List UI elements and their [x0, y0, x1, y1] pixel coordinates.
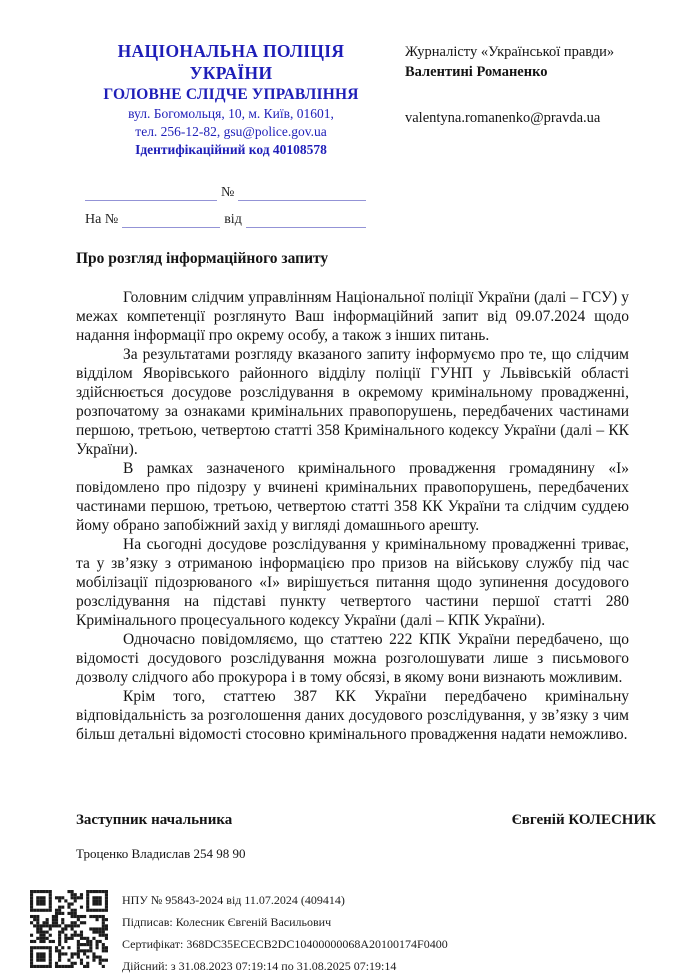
- ref-number-label: №: [221, 185, 235, 200]
- stamp-validity: Дійсний: з 31.08.2023 07:19:14 по 31.08.2025 07:19:14: [122, 959, 397, 973]
- reference-block: [85, 174, 395, 228]
- qr-code-icon: [30, 890, 108, 968]
- reference-row-incoming: [85, 201, 395, 228]
- org-name-line1: НАЦІОНАЛЬНА ПОЛІЦІЯ: [117, 41, 345, 61]
- stamp-registration: НПУ № 95843-2024 від 11.07.2024 (409414): [122, 893, 345, 907]
- subject-line: Про розгляд інформаційного запиту: [76, 250, 329, 267]
- body-paragraph: Крім того, статтею 387 КК України передбачено кримінальну відповідальність за розголошення даних досудового розслідування, у зв’язку з чим більш детальні відомості стосовно кримінального провадження надати неможливо.: [76, 688, 629, 743]
- recipient-role: Журналісту «Української правди»: [405, 44, 615, 60]
- org-name-line2: УКРАЇНИ: [189, 63, 273, 83]
- department-name: ГОЛОВНЕ СЛІДЧЕ УПРАВЛІННЯ: [103, 86, 359, 103]
- ref-vid-label: від: [224, 212, 242, 227]
- ref-na-label: На №: [85, 212, 119, 227]
- ref-blank-incoming-number: [122, 212, 220, 228]
- stamp-text: [122, 890, 448, 975]
- org-address: вул. Богомольця, 10, м. Київ, 01601,: [128, 106, 334, 121]
- body-paragraph: Одночасно повідомляємо, що статтею 222 КПК України передбачено, що відомості досудового розслідування можна розголошувати лише з письмового дозволу слідчого або прокурора і в тому обсязі, в якому вони визнають можливим.: [76, 631, 629, 686]
- reference-row-outgoing: [85, 174, 395, 201]
- stamp-certificate: Сертифікат: 368DC35ECECB2DC10400000068A20100174F0400: [122, 937, 448, 951]
- stamp-signed-by: Підписав: Колесник Євгеній Васильович: [122, 915, 332, 929]
- recipient-email: valentyna.romanenko@pravda.ua: [405, 110, 601, 126]
- org-id-code: Ідентифікаційний код 40108578: [135, 142, 327, 157]
- esignature-stamp: [30, 890, 448, 975]
- signer-position: Заступник начальника: [76, 812, 233, 828]
- signer-name: Євгеній КОЛЕСНИК: [511, 812, 656, 828]
- org-phone-email: тел. 256-12-82, gsu@police.gov.ua: [135, 124, 327, 139]
- recipient-block: [405, 42, 670, 128]
- ref-blank-outgoing-date: [238, 185, 366, 201]
- letterhead: [72, 40, 390, 159]
- body-paragraph: На сьогодні досудове розслідування у кримінальному провадженні триває, та у зв’язку з отриманою інформацією про призов на військову службу під час мобілізації підозрюваного «І» вирішується питання щодо зупинення досудового розслідування на підставі пункту четвертого частини першої статті 280 Кримінального процесуального кодексу України (далі – КПК України).: [76, 536, 629, 629]
- body-paragraph: За результатами розгляду вказаного запиту інформуємо про те, що слідчим відділом Яворівського районного відділу поліції ГУНП у Львівській області здійснюється досудове розслідування в окремому кримінальному провадженні, розпочатому за ознаками кримінальних правопорушень, передбачених частинами першою, третьою, четвертою статті 358 Кримінального кодексу України (далі – КК України).: [76, 346, 629, 458]
- letter-body: [76, 288, 629, 744]
- body-paragraph: Головним слідчим управлінням Національної поліції України (далі – ГСУ) у межах компетенції розглянуто Ваш інформаційний запит від 09.07.2024 щодо надання інформації про окрему особу, а також з інших питань.: [76, 289, 629, 344]
- recipient-name: Валентині Романенко: [405, 64, 548, 80]
- executor-line: Троценко Владислав 254 98 90: [76, 846, 246, 861]
- ref-blank-outgoing-number: [85, 185, 217, 201]
- body-paragraph: В рамках зазначеного кримінального провадження громадянину «І» повідомлено про підозру у вчинені кримінальних правопорушень, передбачених частинами першою, третьою, четвертою статті 358 КК України та слідчим суддею йому обрано запобіжний захід у вигляді домашнього арешту.: [76, 460, 629, 534]
- ref-blank-incoming-date: [246, 212, 366, 228]
- signature-block: [76, 812, 656, 829]
